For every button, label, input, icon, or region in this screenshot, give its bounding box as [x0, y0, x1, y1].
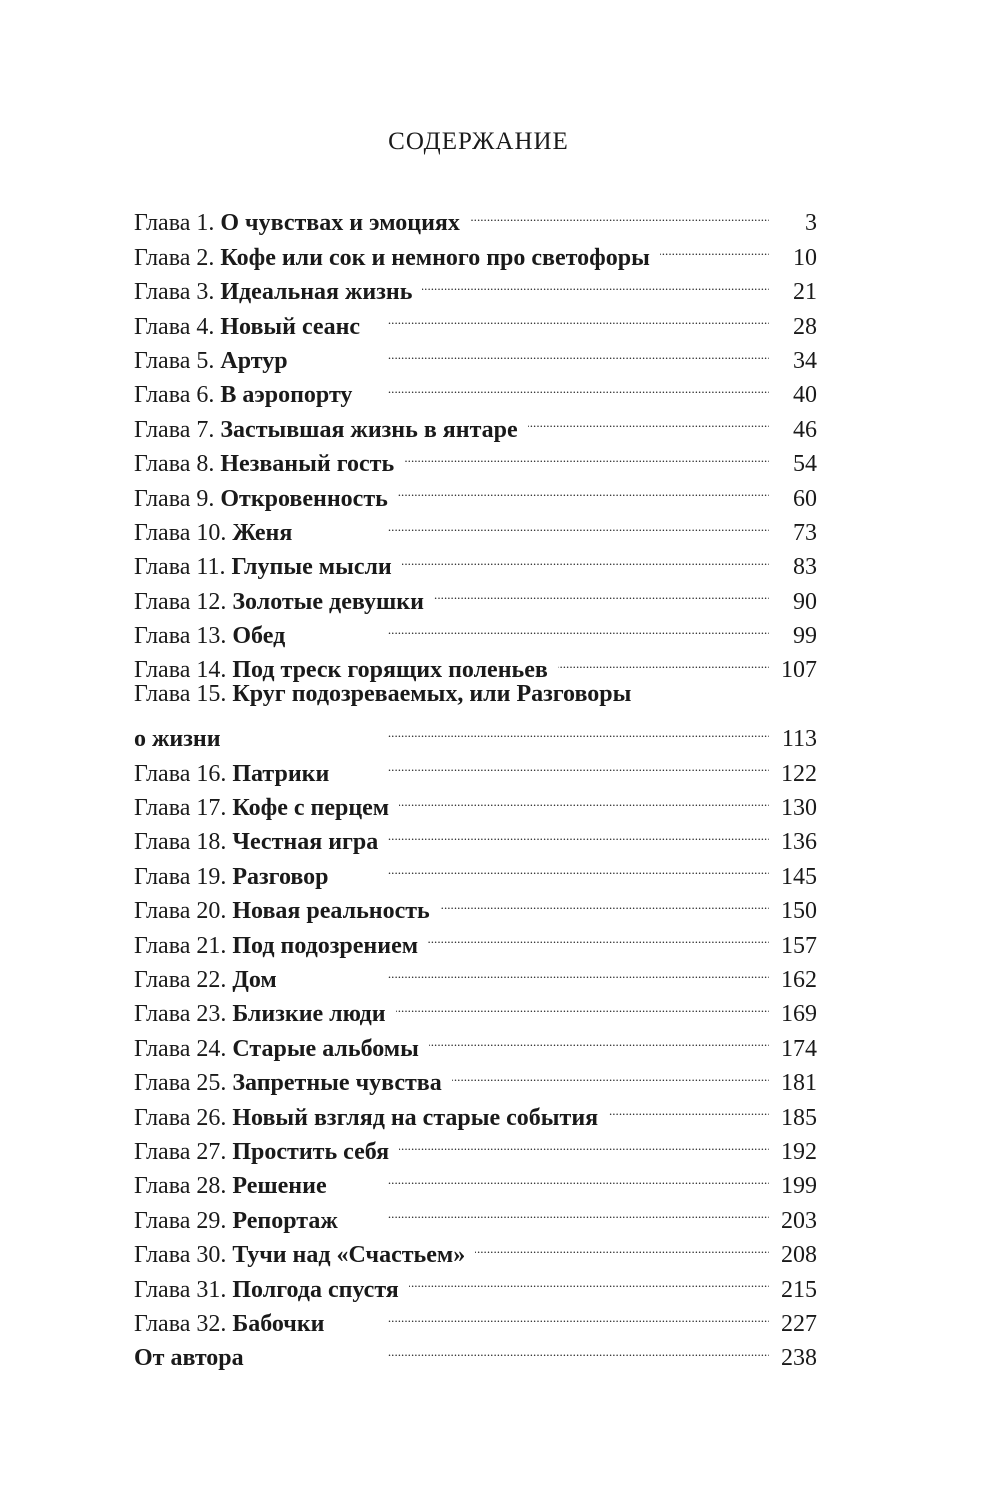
chapter-number: Глава 9. [134, 485, 215, 512]
chapter-title: Круг подозреваемых, или Разговоры [232, 681, 632, 708]
chapter-number: Глава 18. [134, 829, 227, 856]
chapter-number: Глава 13. [134, 623, 227, 650]
chapter-title: Новый взгляд на старые события [232, 1104, 599, 1131]
page-number: 227 [781, 1310, 817, 1337]
dot-leader [370, 299, 769, 333]
dot-leader [402, 540, 769, 574]
page-number: 46 [793, 416, 817, 443]
chapter-title: Под треск горящих поленьев [232, 657, 548, 684]
page-number: 60 [793, 485, 817, 512]
chapter-number: Глава 10. [134, 519, 227, 546]
page-number: 136 [781, 829, 817, 856]
chapter-title: Под подозрением [232, 932, 419, 959]
page-title: СОДЕРЖАНИЕ [388, 128, 569, 155]
chapter-title: Дом [232, 966, 277, 993]
chapter-number: Глава 8. [134, 451, 215, 478]
page-number: 162 [781, 966, 817, 993]
chapter-number: Глава 20. [134, 898, 227, 925]
dot-leader [388, 815, 769, 849]
dot-leader [254, 1331, 769, 1365]
chapter-number: Глава 30. [134, 1242, 227, 1269]
chapter-title: Идеальная жизнь [220, 279, 413, 306]
chapter-title: Новый сеанс [220, 313, 361, 340]
chapter-number: Глава 14. [134, 657, 227, 684]
dot-leader [528, 402, 769, 436]
page-number: 3 [805, 210, 817, 237]
chapter-number: Глава 4. [134, 313, 215, 340]
chapter-title: Незваный гость [220, 451, 395, 478]
chapter-title: Артур [220, 347, 288, 374]
dot-leader [298, 334, 769, 368]
author-section-title: От автора [134, 1345, 244, 1372]
chapter-number: Глава 17. [134, 795, 227, 822]
page-number: 185 [781, 1104, 817, 1131]
dot-leader [404, 437, 769, 471]
page-number: 28 [793, 313, 817, 340]
chapter-number: Глава 26. [134, 1104, 227, 1131]
page-number: 34 [793, 347, 817, 374]
chapter-number: Глава 31. [134, 1276, 227, 1303]
dot-leader [440, 884, 769, 918]
page-number: 181 [781, 1070, 817, 1097]
chapter-title: Обед [232, 623, 286, 650]
dot-leader [398, 471, 769, 505]
page-number: 145 [781, 863, 817, 890]
page-number: 107 [781, 657, 817, 684]
chapter-title: Кофе с перцем [232, 795, 390, 822]
chapter-number: Глава 5. [134, 347, 215, 374]
page-number: 122 [781, 760, 817, 787]
chapter-title: Репортаж [232, 1207, 338, 1234]
dot-leader [231, 712, 769, 746]
chapter-title: Застывшая жизнь в янтаре [220, 416, 518, 443]
chapter-title: Откровенность [220, 485, 388, 512]
chapter-title: Запретные чувства [232, 1070, 442, 1097]
page-number: 150 [781, 898, 817, 925]
dot-leader [409, 1262, 769, 1296]
page-number: 54 [793, 451, 817, 478]
chapter-number: Глава 23. [134, 1001, 227, 1028]
page-number: 199 [781, 1173, 817, 1200]
page-number: 157 [781, 932, 817, 959]
page-number: 169 [781, 1001, 817, 1028]
chapter-title: О чувствах и эмоциях [220, 210, 460, 237]
dot-leader [470, 196, 769, 230]
chapter-number: Глава 22. [134, 966, 227, 993]
page-number: 113 [781, 726, 817, 753]
dot-leader [475, 1228, 769, 1262]
chapter-title: Тучи над «Счастьем» [232, 1242, 466, 1269]
dot-leader [399, 781, 769, 815]
dot-leader [339, 849, 769, 883]
chapter-number: Глава 6. [134, 382, 215, 409]
page-number: 208 [781, 1242, 817, 1269]
chapter-number: Глава 11. [134, 554, 226, 581]
chapter-number: Глава 29. [134, 1207, 227, 1234]
chapter-number: Глава 24. [134, 1035, 227, 1062]
dot-leader [302, 506, 769, 540]
dot-leader [608, 1090, 769, 1124]
chapter-title: Простить себя [232, 1138, 390, 1165]
dot-leader [558, 643, 769, 677]
chapter-title: Новая реальность [232, 898, 430, 925]
chapter-number: Глава 27. [134, 1138, 227, 1165]
page-number: 40 [793, 382, 817, 409]
chapter-number: Глава 28. [134, 1173, 227, 1200]
chapter-number: Глава 32. [134, 1310, 227, 1337]
dot-leader [434, 574, 769, 608]
chapter-title: Решение [232, 1173, 327, 1200]
page-number: 73 [793, 519, 817, 546]
chapter-number: Глава 2. [134, 244, 215, 271]
dot-leader [362, 368, 769, 402]
chapter-title: Женя [232, 519, 293, 546]
page-number: 90 [793, 588, 817, 615]
page-number: 238 [781, 1345, 817, 1372]
page-number: 10 [793, 244, 817, 271]
dot-leader [399, 1125, 769, 1159]
dot-leader [429, 1021, 769, 1055]
chapter-title: В аэропорту [220, 382, 353, 409]
chapter-number: Глава 1. [134, 210, 215, 237]
toc-entry[interactable] [134, 677, 817, 753]
page-number: 174 [781, 1035, 817, 1062]
chapter-title: Патрики [232, 760, 330, 787]
page-number: 83 [793, 554, 817, 581]
page-number: 203 [781, 1207, 817, 1234]
chapter-title: Разговор [232, 863, 329, 890]
chapter-title: Кофе или сок и немного про светофоры [220, 244, 650, 271]
chapter-title: Честная игра [232, 829, 379, 856]
chapter-number: Глава 3. [134, 279, 215, 306]
dot-leader [660, 230, 769, 264]
table-of-contents [134, 196, 817, 1372]
dot-leader [295, 609, 769, 643]
dot-leader [396, 987, 769, 1021]
chapter-number: Глава 12. [134, 588, 227, 615]
dot-leader [337, 1159, 769, 1193]
dot-leader [348, 1193, 769, 1227]
chapter-title: Золотые девушки [232, 588, 424, 615]
chapter-title: Глупые мысли [231, 554, 392, 581]
chapter-title-continuation: о жизни [134, 726, 221, 753]
page-number: 192 [781, 1138, 817, 1165]
dot-leader [335, 1297, 770, 1331]
chapter-number: Глава 16. [134, 760, 227, 787]
dot-leader [422, 265, 769, 299]
dot-leader [428, 918, 769, 952]
dot-leader [339, 746, 769, 780]
page-number: 215 [781, 1276, 817, 1303]
chapter-number: Глава 25. [134, 1070, 227, 1097]
chapter-number: Глава 15. [134, 681, 227, 708]
page-number: 99 [793, 623, 817, 650]
chapter-number: Глава 7. [134, 416, 215, 443]
toc-entry[interactable] [134, 746, 817, 787]
chapter-number: Глава 19. [134, 863, 227, 890]
chapter-number: Глава 21. [134, 932, 227, 959]
dot-leader [452, 1056, 769, 1090]
chapter-title: Бабочки [232, 1310, 325, 1337]
chapter-title: Полгода спустя [232, 1276, 399, 1303]
dot-leader [287, 953, 769, 987]
chapter-title: Старые альбомы [232, 1035, 419, 1062]
page-number: 21 [793, 279, 817, 306]
chapter-title: Близкие люди [232, 1001, 386, 1028]
page-number: 130 [781, 795, 817, 822]
toc-entry[interactable] [134, 196, 817, 237]
